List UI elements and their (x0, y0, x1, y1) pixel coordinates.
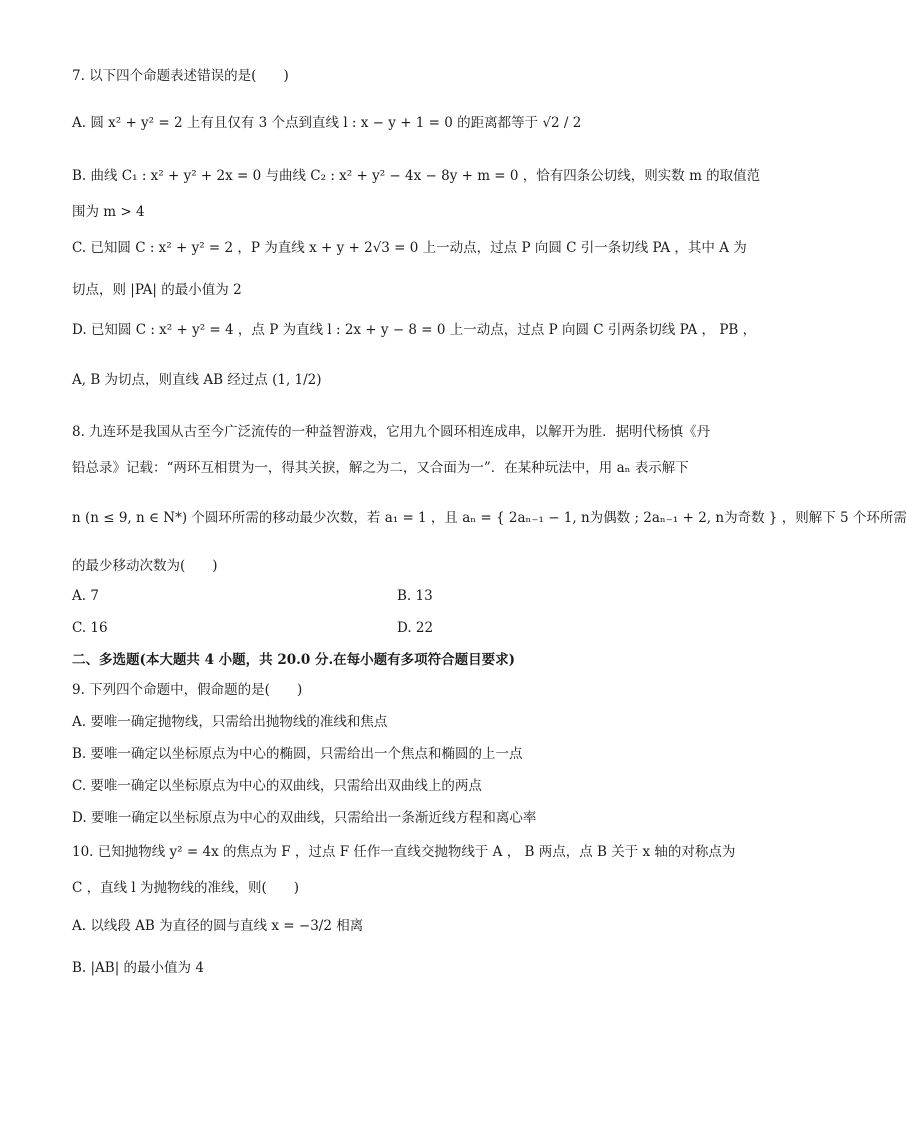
q8-option-a: A. 7 (72, 588, 99, 604)
q7-option-c-line2: 切点，则 |PA| 的最小值为 2 (72, 282, 242, 298)
q10-line2: C ，直线 l 为抛物线的准线，则( ) (72, 880, 300, 896)
q9-stem: 9. 下列四个命题中，假命题的是( ) (72, 682, 303, 698)
q7-option-c-line1: C. 已知圆 C : x² + y² = 2 ，P 为直线 x + y + 2√3 = 0 上一动点，过点 P 向圆 C 引一条切线 PA ，其中 A 为 (72, 240, 747, 256)
q8-line4: 的最少移动次数为( ) (72, 558, 218, 574)
q8-line3: n (n ≤ 9, n ∈ N*) 个圆环所需的移动最少次数，若 a₁ = 1 ，且 aₙ = { 2aₙ₋₁ − 1, n为偶数 ; 2aₙ₋₁ + 2, n为奇数 } ，则解下 5 个环所需 (72, 510, 907, 526)
q7-option-a: A. 圆 x² + y² = 2 上有且仅有 3 个点到直线 l : x − y + 1 = 0 的距离都等于 √2 / 2 (72, 115, 582, 131)
q7-option-b-line1: B. 曲线 C₁ : x² + y² + 2x = 0 与曲线 C₂ : x² + y² − 4x − 8y + m = 0 ，恰有四条公切线，则实数 m 的取值范 (72, 168, 761, 184)
q8-options-row2 (72, 618, 732, 638)
q10-line1: 10. 已知抛物线 y² = 4x 的焦点为 F ，过点 F 任作一直线交抛物线于 A ， B 两点，点 B 关于 x 轴的对称点为 (72, 844, 736, 860)
q10-option-a: A. 以线段 AB 为直径的圆与直线 x = −3/2 相离 (72, 918, 364, 934)
q8-line2: 铅总录》记载：“两环互相贯为一，得其关捩，解之为二，又合面为一”．在某种玩法中，用 aₙ 表示解下 (72, 460, 689, 476)
q9-option-b: B. 要唯一确定以坐标原点为中心的椭圆，只需给出一个焦点和椭圆的上一点 (72, 746, 523, 762)
q9-option-c: C. 要唯一确定以坐标原点为中心的双曲线，只需给出双曲线上的两点 (72, 778, 482, 794)
q9-option-d: D. 要唯一确定以坐标原点为中心的双曲线，只需给出一条渐近线方程和离心率 (72, 810, 537, 826)
q9-option-a: A. 要唯一确定抛物线，只需给出抛物线的准线和焦点 (72, 714, 388, 730)
q8-options-row1 (72, 586, 732, 606)
q7-stem: 7. 以下四个命题表述错误的是( ) (72, 68, 289, 84)
section-heading-multiple-choice: 二、多选题(本大题共 4 小题，共 20.0 分.在每小题有多项符合题目要求) (72, 652, 516, 668)
q10-option-b: B. |AB| 的最小值为 4 (72, 960, 204, 976)
q8-option-d: D. 22 (397, 620, 434, 636)
q8-option-b: B. 13 (397, 588, 433, 604)
q8-option-c: C. 16 (72, 620, 108, 636)
q8-line1: 8. 九连环是我国从古至今广泛流传的一种益智游戏，它用九个圆环相连成串，以解开为胜．据明代杨慎《丹 (72, 424, 711, 440)
q7-option-b-line2: 围为 m > 4 (72, 204, 145, 220)
q7-option-d-line2: A, B 为切点，则直线 AB 经过点 (1, 1/2) (72, 372, 322, 388)
q7-option-d-line1: D. 已知圆 C : x² + y² = 4 ，点 P 为直线 l : 2x + y − 8 = 0 上一动点，过点 P 向圆 C 引两条切线 PA ， PB ， (72, 322, 757, 338)
